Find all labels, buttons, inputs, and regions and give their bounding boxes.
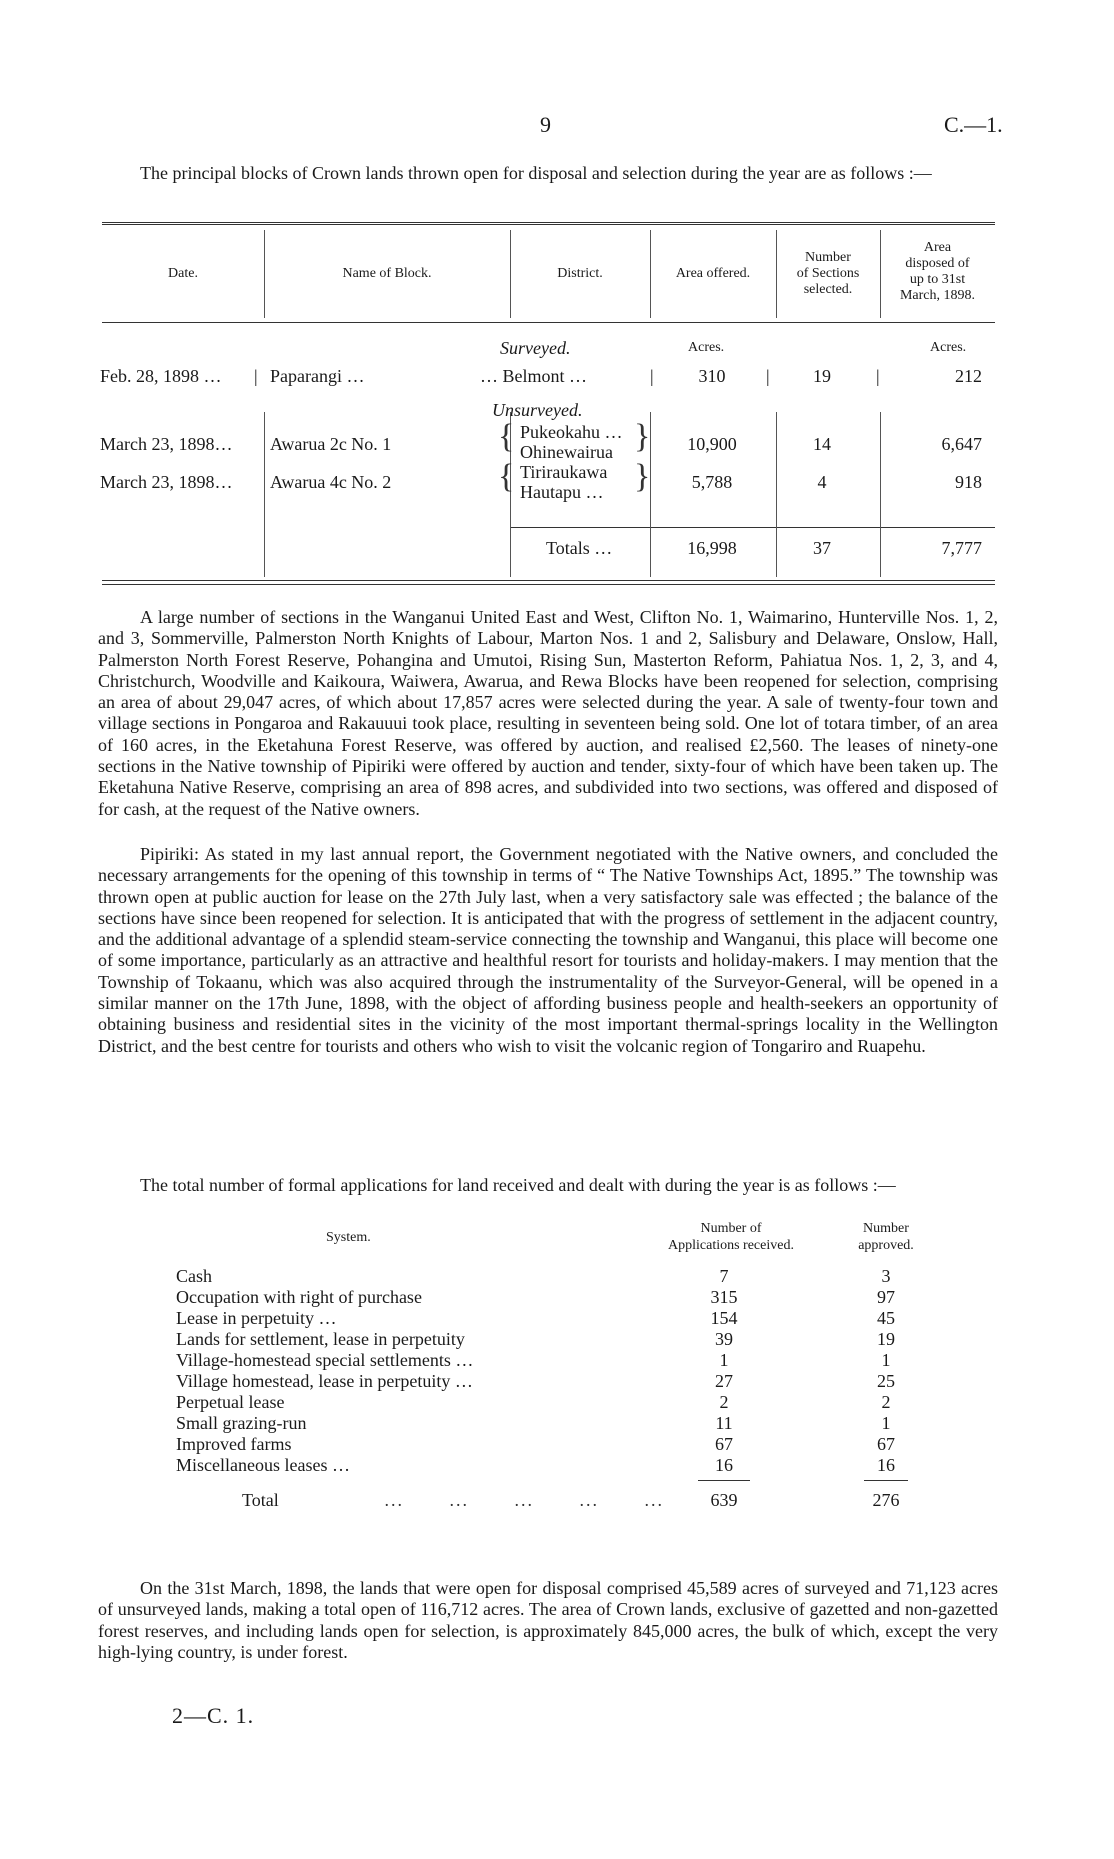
row3-date: March 23, 1898… — [100, 472, 233, 492]
table-top-rule-2 — [102, 224, 995, 225]
paragraph-sections-reopened: A large number of sections in the Wanganui United East and West, Clifton No. 1, Waimarino, Hunterville Nos. 1, 2, and 3, Sommerville, Palmerston North Knights of Labour, Marton Nos. 1 and 2, Salisbury and Delaware, Onslow, Hall, Palmerston North Forest Reserve, Pohangina and Umutoi, Rising Sun, Masterton Reform, Pahiatua Nos. 1, 2, 3, and 4, Christchurch, Woodville and Kaikoura, Waiwera, Awarua, and Rewa Blocks have been reopened for selection, comprising an area of about 29,047 acres, of which about 17,857 acres were selected during the year. A sale of twenty-four town and village sections in Pongaroa and Rakauuui took place, resulting in seventeen being sold. One lot of totara timber, of an area of 160 acres, in the Eketahuna Forest Reserve, was offered by auction, and realised £2,560. The leases of ninety-one sections in the Native township of Pipiriki were offered by auction and tender, sixty-four of which have been taken up. The Eketahuna Native Reserve, comprising an area of 898 acres, and subdivided into two sections, was offered and disposed of for cash, at the request of the Native owners. — [98, 607, 998, 819]
totals-area: 16,998 — [687, 538, 737, 558]
row3-brace-left: { — [498, 458, 515, 495]
intro-text: The principal blocks of Crown lands thrown open for disposal and selection during the year are as follows :— — [140, 163, 932, 183]
surveyed-label: Surveyed. — [500, 338, 571, 358]
application-approved: 67 — [877, 1434, 895, 1454]
header-approved — [846, 1220, 926, 1254]
header-disposed — [880, 240, 995, 304]
row2-district-1: Pukeokahu … — [520, 422, 623, 442]
row3-brace-right: } — [634, 458, 651, 495]
application-system: Miscellaneous leases … — [176, 1455, 350, 1475]
application-system: Lease in perpetuity … — [176, 1308, 337, 1328]
row1-bar2: | — [650, 366, 654, 386]
header-sections — [776, 250, 880, 298]
header-system: System. — [326, 1230, 371, 1245]
applications-header — [176, 1216, 956, 1266]
totals-label: Totals … — [546, 538, 613, 558]
row1-date: Feb. 28, 1898 … — [100, 366, 222, 386]
totals-disposed: 7,777 — [941, 538, 982, 558]
application-row — [176, 1455, 956, 1476]
disposed-unit: Acres. — [930, 340, 967, 355]
row3-sections: 4 — [817, 472, 827, 492]
application-approved: 16 — [877, 1455, 895, 1475]
application-received: 7 — [719, 1266, 729, 1286]
row1-bar: | — [254, 366, 258, 386]
paragraph-pipiriki: Pipiriki: As stated in my last annual report, the Government negotiated with the Native owners, and concluded the necessary arrangements for the opening of this township in terms of “ The Native Townships Act, 1895.” The township was thrown open at public auction for lease on the 27th July last, when a very satisfactory sale was effected ; the balance of the sections have since been reopened for selection. It is anticipated that with the progress of settlement in the adjacent country, and the additional advantage of a splendid steam-service connecting the township and Wanganui, this place will become one of some importance, particularly as an attractive and healthful resort for tourists and holiday-makers. I may mention that the Township of Tokaanu, which was also acquired through the instrumentality of the Surveyor-General, will be opened in a similar manner on the 17th June, 1898, with the object of affording business people and health-seekers an opportunity of obtaining business and residential sites in the vicinity of the most important thermal-springs locality in the Wellington District, and the best centre for tourists and others who wish to visit the volcanic region of Tongariro and Ruapehu. — [98, 844, 998, 1056]
applications-rows — [176, 1266, 956, 1476]
row2-brace-right: } — [634, 418, 651, 455]
totals-sections: 37 — [813, 538, 831, 558]
row1-name: Paparangi … — [270, 366, 365, 386]
header-sections-line3: selected. — [803, 282, 853, 297]
application-approved: 1 — [881, 1413, 891, 1433]
application-system: Village homestead, lease in perpetuity … — [176, 1371, 473, 1391]
row3-district-2: Hautapu … — [520, 482, 604, 502]
application-system: Lands for settlement, lease in perpetuity — [176, 1329, 465, 1349]
blocks-table — [102, 222, 995, 584]
application-row — [176, 1287, 956, 1308]
header-disposed-line2: disposed of — [905, 256, 970, 271]
header-disposed-line3: up to 31st — [909, 272, 966, 287]
application-system: Perpetual lease — [176, 1392, 285, 1412]
total-approved: 276 — [872, 1490, 900, 1510]
row1-sections: 19 — [813, 366, 831, 386]
application-system: Small grazing-run — [176, 1413, 307, 1433]
total-leader-dots: ... ... ... ... ... — [326, 1490, 664, 1510]
application-received: 27 — [715, 1371, 733, 1391]
application-row — [176, 1413, 956, 1434]
row2-brace-left: { — [498, 418, 515, 455]
row1-district: … Belmont … — [480, 366, 587, 386]
header-received-line1: Number of — [700, 1221, 762, 1236]
unsurveyed-label: Unsurveyed. — [492, 400, 583, 420]
application-received: 1 — [719, 1350, 729, 1370]
header-received-line2: Applications received. — [668, 1238, 794, 1253]
application-approved: 3 — [881, 1266, 891, 1286]
application-received: 16 — [715, 1455, 733, 1475]
table-bottom-rule-2 — [102, 584, 995, 585]
header-rule — [102, 322, 995, 323]
header-received — [656, 1220, 806, 1254]
row1-disposed: 212 — [955, 366, 982, 386]
header-approved-line1: Number — [863, 1221, 909, 1236]
approved-total-rule — [864, 1480, 908, 1481]
row1-bar4: | — [876, 366, 880, 386]
application-row — [176, 1392, 956, 1413]
row2-sections: 14 — [813, 434, 831, 454]
vrule-body-4 — [776, 412, 777, 577]
row3-name: Awarua 4c No. 2 — [270, 472, 392, 492]
row3-district-1: Tiriraukawa — [520, 462, 608, 482]
applications-table — [176, 1216, 956, 1511]
paragraph-applications-intro: The total number of formal applications for land received and dealt with during the year is as follows :— — [140, 1175, 896, 1195]
total-rules — [176, 1476, 956, 1490]
totals-rule — [510, 527, 995, 528]
table-bottom-rule — [102, 580, 995, 581]
row3-area: 5,788 — [691, 472, 733, 492]
row2-district-2: Ohinewairua — [520, 442, 613, 462]
page-number: 9 — [540, 112, 551, 137]
vrule-body-1 — [264, 412, 265, 577]
application-received: 11 — [715, 1413, 733, 1433]
table-top-rule — [102, 222, 995, 223]
application-approved: 19 — [877, 1329, 895, 1349]
application-system: Village-homestead special settlements … — [176, 1350, 474, 1370]
received-total-rule — [698, 1480, 750, 1481]
application-system: Cash — [176, 1266, 212, 1286]
row2-date: March 23, 1898… — [100, 434, 233, 454]
total-label: Total — [242, 1490, 279, 1510]
application-received: 39 — [715, 1329, 733, 1349]
application-row — [176, 1266, 956, 1287]
total-received: 639 — [710, 1490, 738, 1510]
header-approved-line2: approved. — [858, 1238, 914, 1253]
header-district: District. — [557, 266, 603, 281]
application-received: 2 — [719, 1392, 729, 1412]
header-disposed-line1: Area — [923, 240, 952, 255]
header-date: Date. — [168, 266, 198, 281]
row3-disposed: 918 — [955, 472, 982, 492]
application-approved: 1 — [881, 1350, 891, 1370]
header-block-name: Name of Block. — [342, 266, 432, 281]
row2-name: Awarua 2c No. 1 — [270, 434, 392, 454]
row2-area: 10,900 — [687, 434, 737, 454]
paragraph-lands-open: On the 31st March, 1898, the lands that were open for disposal comprised 45,589 acres of surveyed and 71,123 acres of unsurveyed lands, making a total open of 116,712 acres. The area of Crown lands, exclusive of gazetted and non-gazetted forest reserves, and including lands open for selection, is approximately 845,000 acres, the bulk of which, except the very high-lying country, is under forest. — [98, 1578, 998, 1662]
application-approved: 45 — [877, 1308, 895, 1328]
vrule-body-5 — [880, 412, 881, 577]
header-sections-line1: Number — [805, 250, 851, 265]
application-row — [176, 1350, 956, 1371]
application-received: 67 — [715, 1434, 733, 1454]
report-reference: C.—1. — [944, 112, 1003, 137]
header-disposed-line4: March, 1898. — [899, 288, 976, 303]
application-row — [176, 1434, 956, 1455]
row2-disposed: 6,647 — [941, 434, 982, 454]
page-footer: 2—C. 1. — [172, 1703, 255, 1728]
header-area-offered: Area offered. — [675, 266, 751, 281]
application-row — [176, 1308, 956, 1329]
application-received: 315 — [710, 1287, 738, 1307]
applications-total-row — [176, 1490, 956, 1511]
application-received: 154 — [710, 1308, 738, 1328]
application-system: Improved farms — [176, 1434, 292, 1454]
row1-bar3: | — [766, 366, 770, 386]
application-row — [176, 1329, 956, 1350]
application-approved: 25 — [877, 1371, 895, 1391]
row1-area: 310 — [698, 366, 726, 386]
application-approved: 2 — [881, 1392, 891, 1412]
header-sections-line2: of Sections — [796, 266, 860, 281]
area-unit: Acres. — [688, 340, 725, 355]
application-row — [176, 1371, 956, 1392]
application-approved: 97 — [877, 1287, 895, 1307]
application-system: Occupation with right of purchase — [176, 1287, 422, 1307]
